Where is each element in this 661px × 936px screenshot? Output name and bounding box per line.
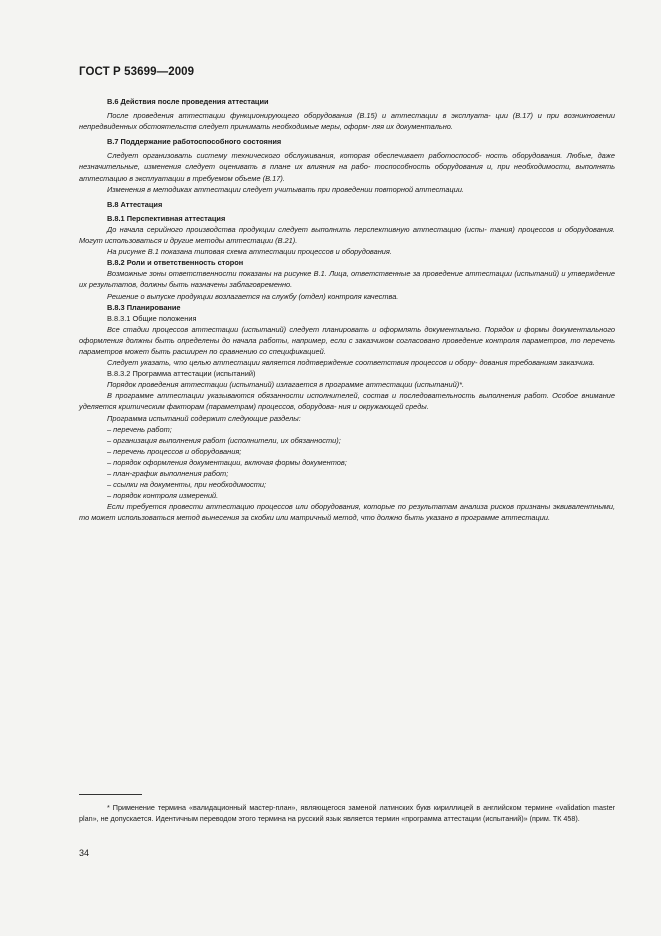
section-b832-paragraph-3: Программа испытаний содержит следующие разделы:: [107, 413, 301, 423]
section-b7-paragraph-2: Изменения в методиках аттестации следует учитывать при проведении повторной аттестации.: [107, 184, 464, 194]
list-item: – перечень процессов и оборудования;: [107, 446, 242, 456]
list-item: – порядок контроля измерений.: [107, 491, 219, 501]
section-b832-paragraph-1: Порядок проведения аттестации (испытаний) излагается в программе аттестации (испытаний)*.: [107, 380, 465, 390]
section-b6-paragraph: После проведения аттестации функционирующего оборудования (В.15) и аттестации в эксплуата- ции (В.17) и при возникновении непредвиденных обстоятельств следует принимать необходимые меры, оформ- ляя их документально.: [79, 111, 615, 132]
section-b7-heading: В.7 Поддержание работоспособного состояния: [107, 137, 282, 147]
page-number: 34: [79, 848, 90, 858]
section-b831-paragraph-1: Все стадии процессов аттестации (испытаний) следует планировать и оформлять документально. Порядок и формы документального оформления должны быть определены до начала работы, например, если с заказчиком согласовано проведение контроля параметров, то перечень параметров может быть расширен по сравнению со спецификацией.: [79, 324, 615, 356]
list-item: – организация выполнения работ (исполнители, их обязанности);: [107, 435, 341, 445]
section-b8-heading: В.8 Аттестация: [107, 199, 163, 209]
section-b6-heading: В.6 Действия после проведения аттестации: [107, 97, 269, 106]
section-b82-paragraph-2: Решение о выпуске продукции возлагается на службу (отдел) контроля качества.: [107, 291, 399, 301]
section-b82-paragraph-1: Возможные зоны ответственности показаны на рисунке В.1. Лица, ответственные за проведение аттестации (испытаний) и утверждение их результатов, должны быть назначены заблаговременно.: [79, 269, 615, 290]
section-b81-paragraph-2: На рисунке В.1 показана типовая схема аттестации процессов и оборудования.: [107, 247, 392, 257]
section-b832-paragraph-4: Если требуется провести аттестацию процессов или оборудования, которые по результатам анализа рисков признаны эквивалентными, то может использоваться метод вынесения за скобки или матричный метод, что должно быть указано в программе аттестации.: [79, 502, 615, 523]
section-b832-paragraph-2: В программе аттестации указываются обязанности исполнителей, состав и последовательность выполнения работ. Особое внимание уделяется критическим факторам (параметрам) процессов, оборудова- ния и окружающей среды.: [79, 391, 615, 412]
footnote-divider: [79, 794, 142, 795]
section-b832-heading: В.8.3.2 Программа аттестации (испытаний): [107, 369, 256, 379]
section-b831-heading: В.8.3.1 Общие положения: [107, 313, 197, 323]
section-b82-heading: В.8.2 Роли и ответственность сторон: [107, 258, 244, 268]
section-b81-heading: В.8.1 Перспективная аттестация: [107, 213, 226, 223]
section-b831-paragraph-2: Следует указать, что целью аттестации является подтверждение соответствия процессов и обору- дования требованиям заказчика.: [107, 358, 595, 368]
list-item: – порядок оформления документации, включая формы документов;: [107, 457, 347, 467]
section-b7-paragraph-1: Следует организовать систему технического обслуживания, которая обеспечивает работоспособ- ность оборудования. Любые, даже незначительные, изменения следует оценивать в плане их влияния на рабо- тоспособность оборудования и, при необходимости, выполнять аттестацию в эксплуатации в требуемом объеме (В.17).: [79, 151, 615, 183]
list-item: – ссылки на документы, при необходимости;: [107, 480, 267, 490]
section-b81-paragraph-1: До начала серийного производства продукции следует выполнить перспективную аттестацию (испы- тания) процессов и оборудования. Могут использоваться и другие методы аттестации (В.21).: [79, 224, 615, 246]
list-item: – план-график выполнения работ;: [107, 469, 229, 478]
footnote: * Применение термина «валидационный мастер-план», являющегося заменой латинских букв кириллицей в английском термине «validation master plan», не допускается. Идентичным переводом этого термина на русский язык является термин «программа аттестации (испытаний)» (прим. ТК 458).: [79, 803, 615, 823]
document-body: [79, 92, 615, 523]
list-item: – перечень работ;: [107, 424, 172, 434]
section-b83-heading: В.8.3 Планирование: [107, 302, 181, 312]
document-header: ГОСТ Р 53699—2009: [79, 66, 195, 78]
